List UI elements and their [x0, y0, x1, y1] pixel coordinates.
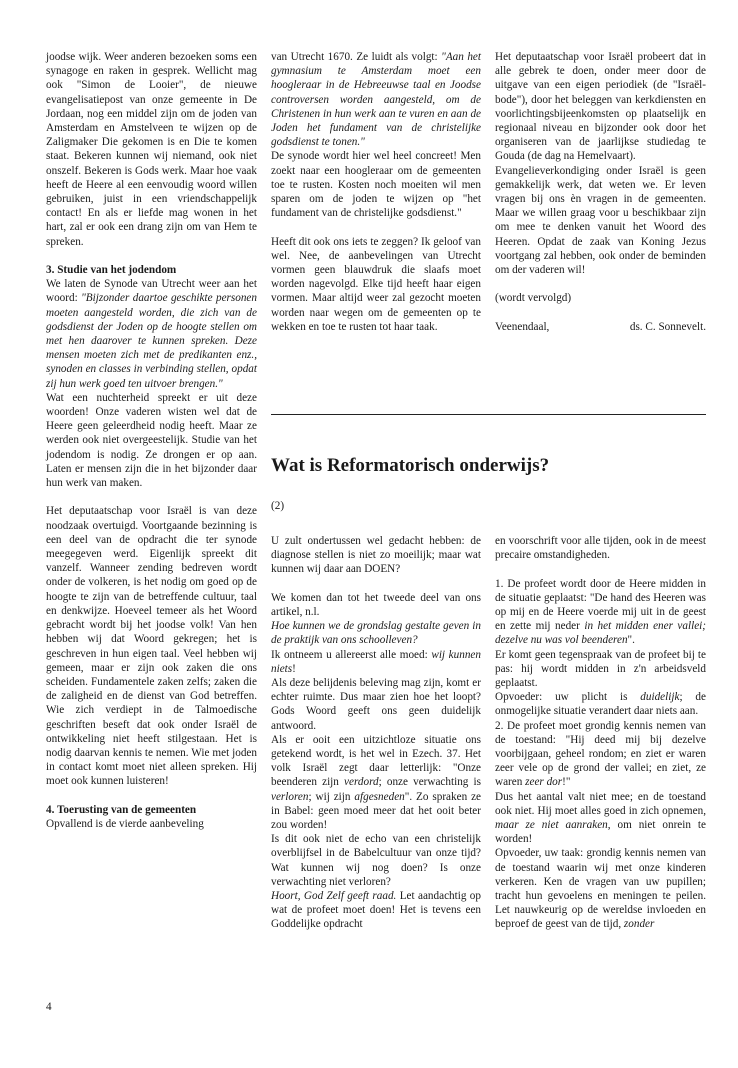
column-5 [495, 534, 706, 932]
paragraph: Evangelieverkondiging onder Israël is geen gemakkelijk werk, dat weten we. Er leven vragen bij ons èn vragen in de gemeenten. Maar we willen graag voor u beschikbaar zijn om mee te denken vanuit het Woord des Heeren. Opdat de zaak van Koning Jezus voortgang zal hebben, ook onder de beminden om der vaderen wil! [495, 164, 706, 277]
paragraph: Heeft dit ook ons iets te zeggen? Ik geloof van wel. Nee, de aanbevelingen van Utrecht vormen geen blauwdruk die slaafs moet worden nagevolgd. Elke tijd heeft haar eigen vormen. Maar altijd weer zal gezocht moeten worden naar wegen om de gemeenten op te wekken en toe te rusten tot haar taak. [271, 235, 481, 333]
paragraph: Het deputaatschap voor Israël is van deze noodzaak overtuigd. Voortgaande bezinning is een deel van de opdracht die ter synode meegegeven werd. Eigenlijk spreekt dit vanzelf. Wanneer zending bedreven wordt onder de volkeren, is het nodig om goed op de hoogte te zijn van de betreffende cultuur, taal en denkwijze. Hoeveel temeer als het Woord gebracht wordt bij het joodse volk! Van hen hebben wij dat Woord gekregen; het is geschreven in hun eigen taal. Veel hebben wij gemeen, maar er zijn ook zaken die ons scheiden. Fundamentele zaken zelfs; zaken die de zaligheid en de dienst van God betreffen. Wie zich verdiept in de Talmoedische geschriften beseft dat ook onder Israël de ontwikkeling niet heeft stilgestaan. Het is nodig daarvan kennis te nemen. Wie met joden in contact komt moet niet alleen spreken. Hij moet ook kunnen luisteren! [46, 505, 257, 788]
paragraph: Als deze belijdenis beleving mag zijn, komt er echter ruimte. Dus maar zien hoe het loopt? Gods Woord geeft ons geen duidelijk antwoord. [271, 677, 481, 732]
paragraph: Dus het aantal valt niet mee; en de toestand ook niet. Hij moet alles goed in zich opnemen, maar ze niet aanraken, om niet onrein te worden! [495, 790, 706, 846]
continued-note: (wordt vervolgd) [495, 292, 572, 305]
section-heading-3: 3. Studie van het jodendom [46, 264, 177, 277]
article-title: Wat is Reformatorisch onderwijs? [271, 455, 550, 476]
paragraph: Wat een nuchterheid spreekt er uit deze woorden! Onze vaderen wisten wel dat de Heere geen geleerdheid nodig heeft. Maar ze werden ook niet overgeestelijk. Studie van het jodendom is nodig. Ze drongen er op aan. Laten er mensen zijn die in het bijzonder daar hun werk van maken. [46, 391, 257, 490]
column-2 [271, 50, 481, 334]
paragraph: Het deputaatschap voor Israël probeert dat in alle gebrek te doen, onder meer door de uitgave van een eigen periodiek (de "Israël-bode"), door het beleggen van kerkdiensten en voorlichtingsbijeenkomsten op plaatselijk en regionaal niveau en bijzonder ook door het organiseren van de jaarlijkse studiedag te Gouda (de dag na Hemelvaart). [495, 51, 706, 163]
paragraph: Er komt geen tegenspraak van de profeet bij te pas: hij wordt midden in z'n arbeidsveld geplaatst. [495, 648, 706, 690]
paragraph: Opvallend is de vierde aanbeveling [46, 817, 204, 830]
paragraph: Opvoeder, uw taak: grondig kennis nemen van de toestand waarin wij met onze kinderen verkeren. Ken de vragen van uw pupillen; tracht hun gevoelens en meningen te peilen. Let nauwkeurig op de wereldse invloeden en beproef de geest van de tijd, zonder [495, 847, 706, 931]
paragraph: Ik ontneem u allereerst alle moed: wij kunnen niets! [271, 648, 481, 675]
paragraph: Is dit ook niet de echo van een christelijk overblijfsel in de Babelcultuur van onze tijd? Wat kunnen wij nog doen? Is onze verwachting niet verloren? [271, 833, 481, 888]
paragraph: Hoe kunnen we de grondslag gestalte geven in de praktijk van ons schoolleven? [271, 620, 481, 647]
paragraph: We laten de Synode van Utrecht weer aan het woord: "Bijzonder daartoe geschikte personen moeten aangesteld worden, die zich van de godsdienst der Joden op de hoogte stellen om met hen daarover te kunnen spreken. Deze mensen moeten zich met de predikanten enz., synoden en classes in verbinding stellen, opdat zij hun werk goed ten uitvoer brengen." [46, 278, 257, 390]
section-divider [271, 414, 706, 415]
paragraph: van Utrecht 1670. Ze luidt als volgt: "Aan het gymnasium te Amsterdam moet een hoogleraar in de Hebreeuwse taal en Joodse controversen worden aangesteld, om de Christenen in hun werk aan te vuren en aan de Joden het fundament van de christelijke godsdienst te tonen." [271, 51, 481, 149]
place: Veenendaal, [495, 320, 550, 333]
section-heading-4: 4. Toerusting van de gemeenten [46, 803, 197, 816]
paragraph: Als er ooit een uitzichtloze situatie ons getekend wordt, is het wel in Ezech. 37. Het volk Israël zegt daar letterlijk: "Onze beenderen zijn verdord; onze verwachting is verloren; wij zijn afgesneden". Zo spraken ze in Babel: geen moed meer dat het ooit beter zou worden! [271, 733, 482, 832]
column-3 [495, 50, 706, 334]
paragraph: 2. De profeet moet grondig kennis nemen van de toestand: "Hij deed mij bij dezelve voorbijgaan, geheel rondom; en ziet er waren zeer vele op de grond der vallei; en ziet, ze waren zeer dor!" [495, 719, 706, 789]
paragraph: joodse wijk. Weer anderen bezoeken soms een synagoge en raken in gesprek. Wellicht mag ook "Simon de Looier", de nieuwe evangelisatiepost van onze gemeente in De Jordaan, nog een middel zijn om de joden van Amsterdam en Amstelveen te wijzen op de Zaligmaker Die gekomen is en Die te komen staat. Bekeren kunnen wij niemand, ook niet onszelf. Bekeren is Gods werk. Maar hoe vaak heeft de Heere al een eenvoudig woord willen gebruiken, juist in een vriendschappelijk contact! En als er liefde mag wonen in het hart, zal er ook een drang zijn om van Hem te spreken. [46, 51, 257, 248]
paragraph: Hoort, God Zelf geeft raad. Let aandachtig op wat de profeet moet doen! Het is tevens een Goddelijke opdracht [271, 890, 481, 931]
page-number: 4 [46, 1001, 52, 1013]
paragraph: Opvoeder: uw plicht is duidelijk; de onmogelijke situatie verandert daar niets aan. [495, 691, 706, 718]
paragraph: en voorschrift voor alle tijden, ook in de meest precaire omstandigheden. [495, 535, 706, 562]
signature-line [495, 320, 706, 334]
author: ds. C. Sonnevelt. [629, 320, 706, 333]
paragraph: 1. De profeet wordt door de Heere midden in de situatie geplaatst: "De hand des Heeren was op mij en de Heere voerde mij uit in de geest en zette mij neder in het midden ener vallei; dezelve nu was vol beenderen". [495, 577, 706, 647]
article-part-number: (2) [271, 500, 285, 512]
paragraph: De synode wordt hier wel heel concreet! Men zoekt naar een hoogleraar om de gemeenten toe te rusten. Kosten noch moeiten wil men sparen om de joden te wijzen op "het fundament van de christelijke godsdienst." [271, 150, 481, 220]
column-1 [46, 50, 257, 831]
column-4 [271, 534, 481, 932]
paragraph: We komen dan tot het tweede deel van ons artikel, n.l. [271, 591, 481, 618]
paragraph: U zult ondertussen wel gedacht hebben: de diagnose stellen is niet zo moeilijk; maar wat kunnen wij daar aan DOEN? [271, 535, 481, 576]
